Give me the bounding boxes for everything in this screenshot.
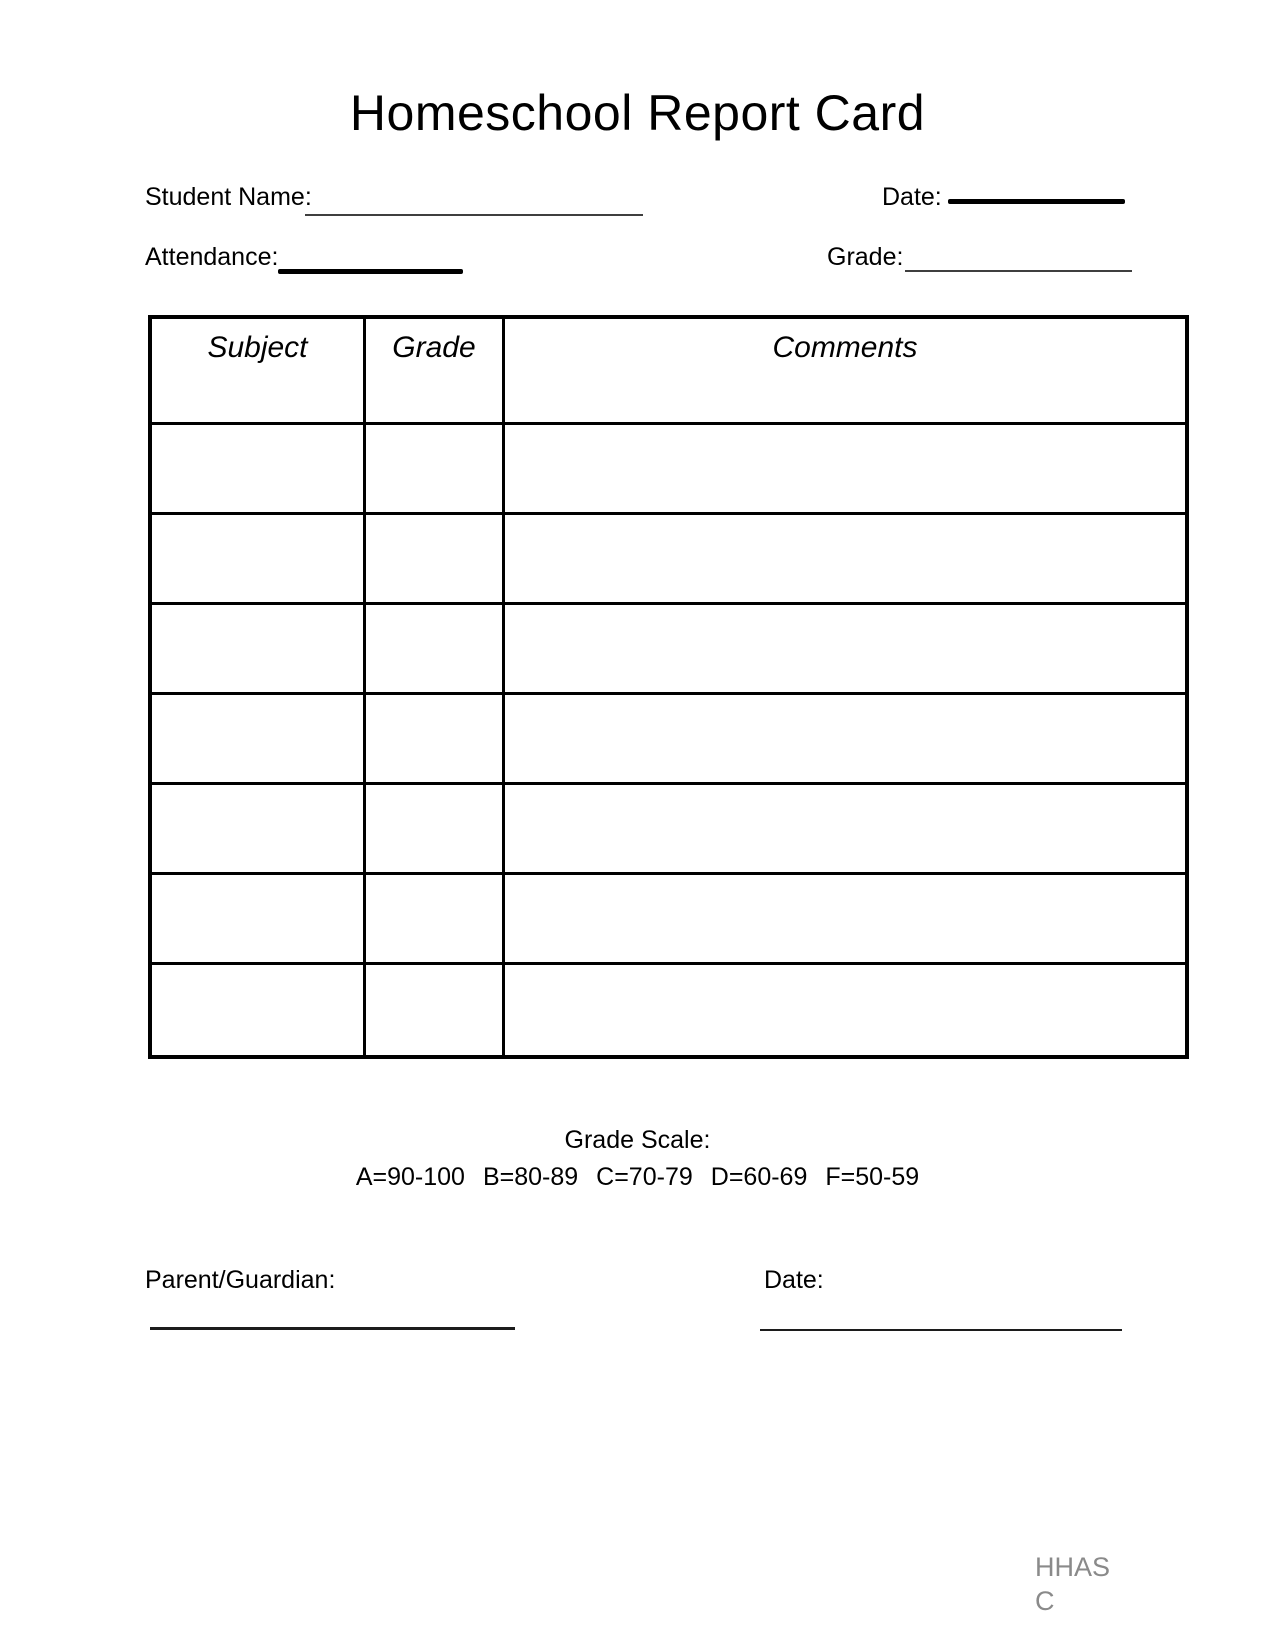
- table-cell[interactable]: [505, 785, 1185, 875]
- table-cell[interactable]: [366, 965, 505, 1055]
- student-name-blank-line[interactable]: [305, 214, 643, 216]
- watermark-line2: C: [1035, 1586, 1055, 1616]
- table-cell[interactable]: [152, 695, 366, 785]
- grade-label: Grade:: [827, 243, 904, 271]
- table-cell[interactable]: [505, 605, 1185, 695]
- grade-scale-line: [0, 1163, 1275, 1192]
- table-cell[interactable]: [366, 605, 505, 695]
- table-cell[interactable]: [152, 605, 366, 695]
- table-cell[interactable]: [366, 695, 505, 785]
- table-cell[interactable]: [152, 515, 366, 605]
- attendance-label: Attendance:: [145, 243, 279, 271]
- watermark-line1: HHAS: [1035, 1552, 1111, 1582]
- watermark: [1035, 1550, 1110, 1618]
- page-title: Homeschool Report Card: [349, 85, 926, 141]
- grade-scale-item: F=50-59: [825, 1163, 920, 1191]
- attendance-blank-line[interactable]: [278, 269, 463, 274]
- table-cell[interactable]: [152, 965, 366, 1055]
- table-header-subject: Subject: [152, 319, 366, 425]
- parent-signature-line[interactable]: [150, 1327, 515, 1330]
- grade-blank-line[interactable]: [905, 270, 1132, 272]
- table-cell[interactable]: [152, 425, 366, 515]
- table-header-comments: Comments: [505, 319, 1185, 425]
- table-cell[interactable]: [505, 695, 1185, 785]
- grade-scale-item: D=60-69: [710, 1163, 808, 1191]
- table-cell[interactable]: [366, 785, 505, 875]
- footer-date-label: Date:: [764, 1266, 824, 1294]
- table-header-grade: Grade: [366, 319, 505, 425]
- grade-scale-heading: Grade Scale:: [564, 1126, 711, 1154]
- table-cell[interactable]: [152, 785, 366, 875]
- footer-date-line[interactable]: [760, 1329, 1122, 1331]
- table-cell[interactable]: [366, 425, 505, 515]
- grade-scale-item: A=90-100: [355, 1163, 465, 1191]
- table-cell[interactable]: [505, 515, 1185, 605]
- report-table: [148, 315, 1189, 1059]
- table-cell[interactable]: [505, 965, 1185, 1055]
- table-cell[interactable]: [366, 875, 505, 965]
- table-cell[interactable]: [152, 875, 366, 965]
- table-cell[interactable]: [505, 875, 1185, 965]
- grade-scale-item: B=80-89: [482, 1163, 579, 1191]
- parent-guardian-label: Parent/Guardian:: [145, 1266, 336, 1294]
- date-label: Date:: [882, 183, 942, 211]
- table-cell[interactable]: [366, 515, 505, 605]
- date-blank-line[interactable]: [948, 199, 1125, 204]
- table-cell[interactable]: [505, 425, 1185, 515]
- grade-scale-item: C=70-79: [596, 1163, 693, 1191]
- student-name-label: Student Name:: [145, 183, 312, 211]
